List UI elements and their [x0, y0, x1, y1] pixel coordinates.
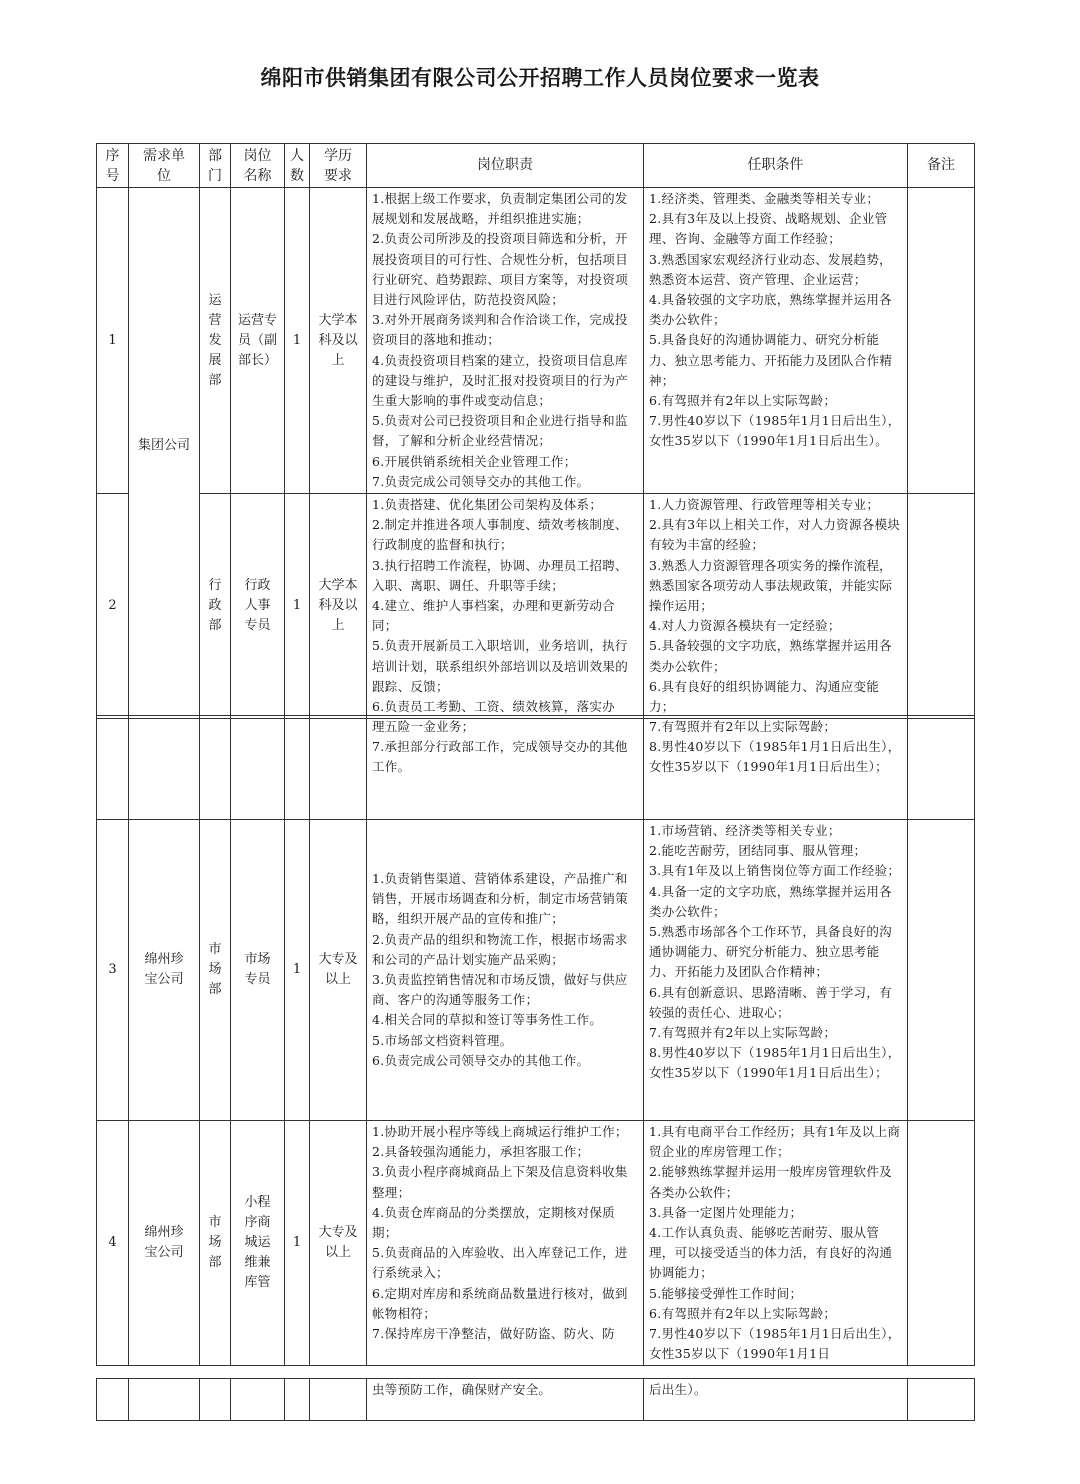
- row-notes: [908, 1121, 975, 1366]
- table-row-continued: [97, 1379, 975, 1421]
- row-seq: 1: [97, 188, 129, 494]
- row-edu: 大学本科及以上: [310, 494, 367, 719]
- row-duties: 1.负责搭建、优化集团公司架构及体系； 2.制定并推进各项人事制度、绩效考核制度、行政制度的监督和执行； 3.执行招聘工作流程，协调、办理员工招聘、入职、离职、调任、升职等手续； 4.建立、维护人事档案，办理和更新劳动合同； 5.负责开展新员工入职培训，业务培训，执行培训计划，联系组织外部培训以及培训效果的跟踪、反馈； 6.负责员工考勤、工资、绩效核算，落实办: [367, 494, 644, 719]
- table-row: [97, 820, 975, 1121]
- table-row-continued: [97, 716, 975, 820]
- header-requirements: 任职条件: [644, 144, 908, 188]
- row-edu: 大专及以上: [310, 820, 367, 1121]
- row-requirements: 1.人力资源管理、行政管理等相关专业； 2.具有3年以上相关工作，对人力资源各模块有较为丰富的经验； 3.熟悉人力资源管理各项实务的操作流程，熟悉国家各项劳动人事法规政策，并能实际操作运用； 4.对人力资源各模块有一定经验； 5.具备较强的文字功底，熟练掌握并运用各类办公软件； 6.具有良好的组织协调能力、沟通应变能力；: [644, 494, 908, 719]
- row-dept: 市场部: [200, 1121, 231, 1366]
- row-duties-continued: 虫等预防工作，确保财产安全。: [367, 1379, 644, 1421]
- row-requirements-continued: 后出生）。: [644, 1379, 908, 1421]
- row-seq: 2: [97, 494, 129, 719]
- header-dept: 部门: [200, 144, 231, 188]
- table-row: [97, 494, 975, 719]
- row-unit: 集团公司: [129, 188, 200, 719]
- recruitment-table-part-1: [96, 143, 975, 719]
- row-notes: [908, 188, 975, 494]
- row-duties-continued: 理五险一金业务； 7.承担部分行政部工作，完成领导交办的其他工作。: [367, 716, 644, 820]
- header-unit: 需求单位: [129, 144, 200, 188]
- row-unit: 绵州珍宝公司: [129, 820, 200, 1121]
- row-requirements: 1.市场营销、经济类等相关专业； 2.能吃苦耐劳，团结同事、服从管理； 3.具有1年及以上销售岗位等方面工作经验； 4.具备一定的文字功底，熟练掌握并运用各类办公软件； 5.熟悉市场部各个工作环节，具备良好的沟通协调能力、研究分析能力、独立思考能力、开拓能力及团队合作精神； 6.具有创新意识、思路清晰、善于学习，有较强的责任心、进取心； 7.有驾照并有2年以上实际驾龄； 8.男性40岁以下（1985年1月1日后出生），女性35岁以下（1990年1月1日后出生）；: [644, 820, 908, 1121]
- row-edu: 大专及以上: [310, 1121, 367, 1366]
- recruitment-table-part-3: [96, 1378, 975, 1421]
- row-requirements: 1.经济类、管理类、金融类等相关专业； 2.具有3年及以上投资、战略规划、企业管理、咨询、金融等方面工作经验； 3.熟悉国家宏观经济行业动态、发展趋势，熟悉资本运营、资产管理、企业运营； 4.具备较强的文字功底，熟练掌握并运用各类办公软件； 5.具备良好的沟通协调能力、研究分析能力、独立思考能力、开拓能力及团队合作精神； 6.有驾照并有2年以上实际驾龄； 7.男性40岁以下（1985年1月1日后出生），女性35岁以下（1990年1月1日后出生）。: [644, 188, 908, 494]
- header-row: [97, 144, 975, 188]
- row-count: 1: [285, 820, 310, 1121]
- table-row: [97, 188, 975, 494]
- row-seq: 3: [97, 820, 129, 1121]
- row-count: 1: [285, 188, 310, 494]
- header-post: 岗位名称: [231, 144, 285, 188]
- row-post: 市场专员: [231, 820, 285, 1121]
- table-row: [97, 1121, 975, 1366]
- recruitment-table-part-2: [96, 715, 975, 1366]
- row-notes: [908, 820, 975, 1121]
- page-title: 绵阳市供销集团有限公司公开招聘工作人员岗位要求一览表: [260, 66, 820, 90]
- header-notes: 备注: [908, 144, 975, 188]
- row-dept: 行政部: [200, 494, 231, 719]
- row-edu: 大学本科及以上: [310, 188, 367, 494]
- row-seq: 4: [97, 1121, 129, 1366]
- header-duties: 岗位职责: [367, 144, 644, 188]
- row-dept: 市场部: [200, 820, 231, 1121]
- row-post: 小程序商城运维兼库管: [231, 1121, 285, 1366]
- header-seq: 序号: [97, 144, 129, 188]
- header-count: 人数: [285, 144, 310, 188]
- header-edu: 学历要求: [310, 144, 367, 188]
- row-post: 行政人事专员: [231, 494, 285, 719]
- row-duties: 1.负责销售渠道、营销体系建设，产品推广和销售，开展市场调查和分析，制定市场营销策略，组织开展产品的宣传和推广； 2.负责产品的组织和物流工作，根据市场需求和公司的产品计划实施产品采购； 3.负责监控销售情况和市场反馈，做好与供应商、客户的沟通等服务工作； 4.相关合同的草拟和签订等事务性工作。 5.市场部文档资料管理。 6.负责完成公司领导交办的其他工作。: [367, 820, 644, 1121]
- row-count: 1: [285, 494, 310, 719]
- row-duties: 1.根据上级工作要求，负责制定集团公司的发展规划和发展战略，并组织推进实施； 2.负责公司所涉及的投资项目筛选和分析，开展投资项目的可行性、合规性分析，包括项目行业研究、趋势跟踪、项目方案等，对投资项目进行风险评估，防范投资风险； 3.对外开展商务谈判和合作洽谈工作，完成投资项目的落地和推动； 4.负责投资项目档案的建立，投资项目信息库的建设与维护，及时汇报对投资项目的行为产生重大影响的事件或变动信息； 5.负责对公司已投资项目和企业进行指导和监督，了解和分析企业经营情况； 6.开展供销系统相关企业管理工作； 7.负责完成公司领导交办的其他工作。: [367, 188, 644, 494]
- row-requirements: 1.具有电商平台工作经历；具有1年及以上商贸企业的库房管理工作； 2.能够熟练掌握并运用一般库房管理软件及各类办公软件； 3.具备一定图片处理能力； 4.工作认真负责、能够吃苦耐劳、服从管理，可以接受适当的体力活，有良好的沟通协调能力； 5.能够接受弹性工作时间； 6.有驾照并有2年以上实际驾龄； 7.男性40岁以下（1985年1月1日后出生），女性35岁以下（1990年1月1日: [644, 1121, 908, 1366]
- row-notes: [908, 494, 975, 719]
- row-unit: 绵州珍宝公司: [129, 1121, 200, 1366]
- row-requirements-continued: 7.有驾照并有2年以上实际驾龄； 8.男性40岁以下（1985年1月1日后出生），女性35岁以下（1990年1月1日后出生）；: [644, 716, 908, 820]
- row-dept: 运营发展部: [200, 188, 231, 494]
- row-duties: 1.协助开展小程序等线上商城运行维护工作； 2.具备较强沟通能力，承担客服工作； 3.负责小程序商城商品上下架及信息资料收集整理； 4.负责仓库商品的分类摆放，定期核对保质期； 5.负责商品的入库验收、出入库登记工作，进行系统录入； 6.定期对库房和系统商品数量进行核对，做到帐物相符； 7.保持库房干净整洁，做好防盗、防火、防: [367, 1121, 644, 1366]
- row-post: 运营专员（副部长）: [231, 188, 285, 494]
- row-count: 1: [285, 1121, 310, 1366]
